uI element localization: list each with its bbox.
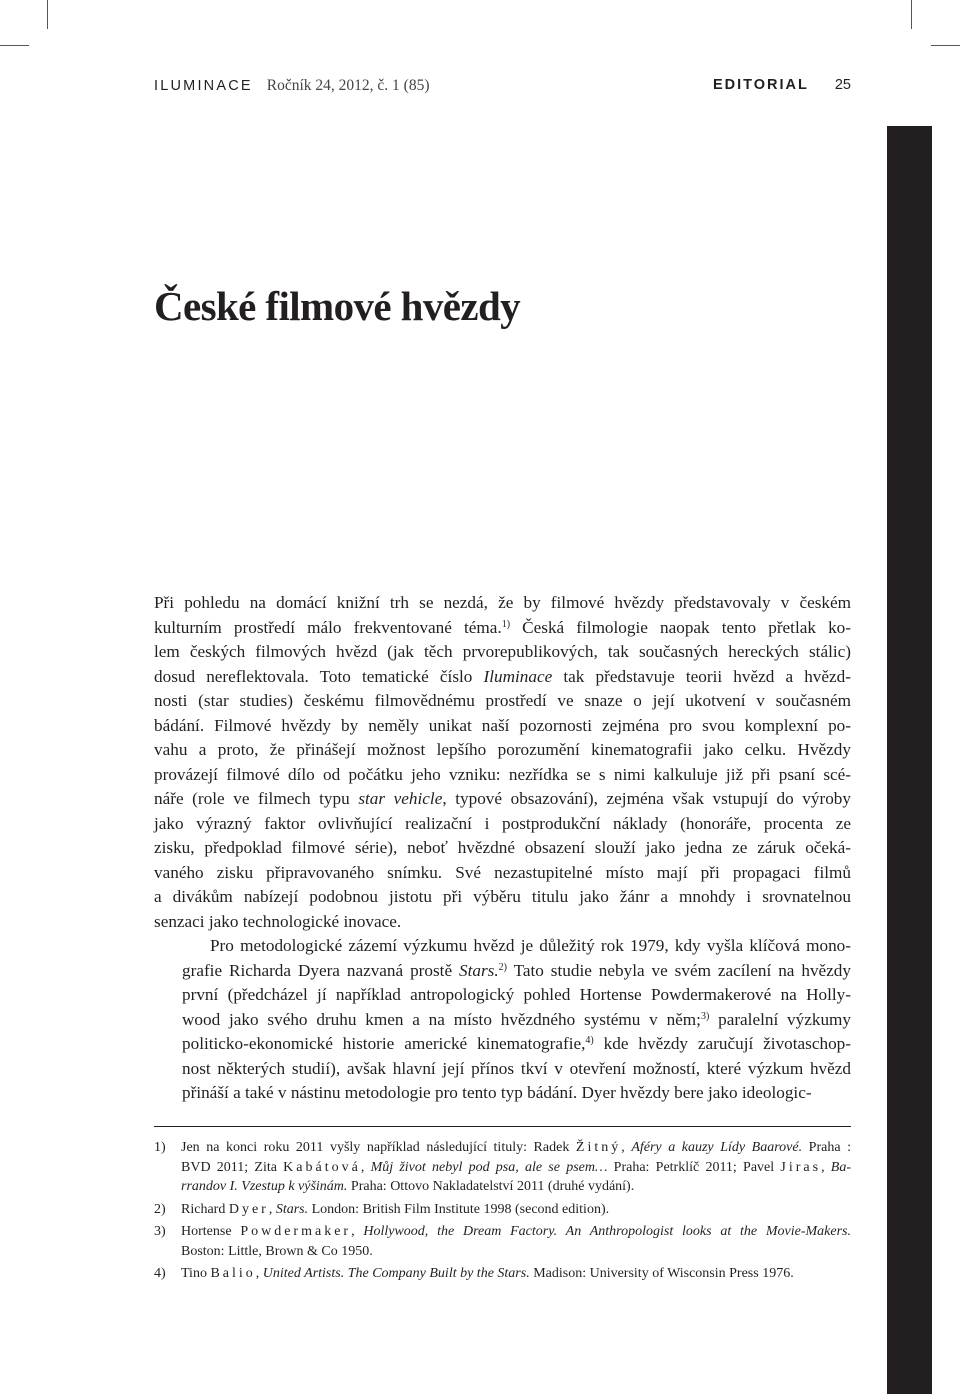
text-run: wood jako svého druhu kmen a na místo hvězdného systému v něm; bbox=[182, 1009, 701, 1029]
footnote-ref: 3) bbox=[700, 1010, 710, 1022]
footnote-ref: 2) bbox=[498, 961, 507, 973]
text-line bbox=[154, 763, 851, 788]
author-surname: Balio bbox=[210, 1266, 256, 1281]
text-run: Hortense bbox=[181, 1224, 241, 1239]
text-run: Česká filmologie naopak tento přetlak ko- bbox=[510, 617, 851, 637]
footnote-number: 1) bbox=[154, 1140, 166, 1155]
text-run: vaného zisku připravovaného snímku. Své nezastupitelné místo mají při propagaci filmů bbox=[154, 862, 851, 882]
text-run: první (předcházel jí například antropologický pohled Hortense Powdermakerové na Holly- bbox=[182, 985, 851, 1004]
text-line bbox=[154, 885, 851, 910]
text-run: bádání. Filmové hvězdy by neměly unikat naší pozornosti zejména pro svou komplexní po- bbox=[154, 715, 851, 735]
italic-text: United Artists. The Company Built by the Stars. bbox=[262, 1266, 530, 1281]
italic-text: Hollywood, the Dream Factory. An Anthropologist looks at the Movie-Makers. bbox=[363, 1224, 851, 1239]
text-run: vahu a proto, že přinášejí možnost lepšího porozumění kinematografii jako celku. Hvězdy bbox=[154, 740, 851, 759]
footnote bbox=[154, 1264, 851, 1284]
text-run: dosud nereflektovala. Toto tematické číslo bbox=[154, 666, 484, 686]
italic-text: Stars. bbox=[459, 960, 499, 980]
footnote-line bbox=[181, 1222, 851, 1242]
article-body bbox=[154, 591, 851, 1106]
text-run: náře (role ve filmech typu bbox=[154, 789, 359, 808]
paragraph bbox=[154, 934, 851, 1106]
footnote-line bbox=[181, 1242, 851, 1262]
text-run: přináší a také v nástinu metodologie pro tento typ bádání. Dyer hvězdy bere jako ideologic- bbox=[182, 1083, 812, 1102]
text-run: Praha : bbox=[802, 1140, 851, 1155]
author-surname: Powdermaker bbox=[240, 1224, 352, 1239]
text-line bbox=[154, 959, 851, 984]
text-run: Tino bbox=[181, 1266, 211, 1281]
thumb-index-tab bbox=[887, 126, 932, 1394]
text-run: Boston: Little, Brown & Co 1950. bbox=[181, 1243, 373, 1259]
text-line bbox=[154, 591, 851, 616]
footnote bbox=[154, 1200, 851, 1220]
text-line bbox=[154, 1032, 851, 1057]
text-run: , bbox=[821, 1159, 831, 1175]
text-run: , bbox=[255, 1266, 263, 1281]
footnote-number: 2) bbox=[154, 1201, 166, 1217]
text-line bbox=[154, 1008, 851, 1033]
footnote-number: 3) bbox=[154, 1224, 166, 1239]
header-left bbox=[154, 77, 430, 95]
text-line bbox=[154, 1081, 851, 1106]
footnote bbox=[154, 1222, 851, 1261]
text-run: kde hvězdy zaručují životaschop- bbox=[593, 1034, 851, 1053]
text-run: Pro metodologické zázemí výzkumu hvězd je důležitý rok 1979, kdy vyšla klíčová mono- bbox=[210, 936, 851, 955]
text-line bbox=[154, 689, 851, 714]
text-run: grafie Richarda Dyera nazvaná prostě bbox=[182, 960, 459, 980]
italic-text: Iluminace bbox=[483, 666, 553, 686]
volume-info: Ročník 24, 2012, č. 1 (85) bbox=[266, 77, 430, 94]
text-run: lem českých filmových hvězd (jak těch prvorepublikových, tak současných hereckých stálic) bbox=[154, 642, 851, 661]
text-run: nost některých studií), avšak hlavní její přínos tkví v otevření možností, které výzkum hvězd bbox=[182, 1058, 851, 1078]
text-run: , bbox=[268, 1201, 276, 1217]
italic-text: Aféry a kauzy Lídy Baarové. bbox=[631, 1140, 803, 1155]
text-line bbox=[154, 812, 851, 837]
text-run: , typové obsazování), zejména však vstupují do výroby bbox=[442, 789, 851, 808]
text-line bbox=[154, 640, 851, 665]
text-run: jako výrazný faktor ovlivňující realizační i postprodukční náklady (honoráře, procenta ze bbox=[154, 813, 851, 833]
author-surname: Jiras bbox=[780, 1159, 822, 1175]
article-title: České filmové hvězdy bbox=[154, 283, 521, 329]
text-run: kulturním prostředí málo frekventované téma. bbox=[154, 617, 502, 637]
footnote-ref: 1) bbox=[501, 618, 511, 630]
footnote bbox=[154, 1138, 851, 1197]
text-run: nosti (star studies) českému filmovědnému prostředí ve snaze o její ukotvení v současném bbox=[154, 691, 851, 710]
text-run: Jen na konci roku 2011 vyšly například následující tituly: Radek bbox=[181, 1140, 576, 1155]
author-surname: Kabátová bbox=[283, 1159, 361, 1175]
page-number: 25 bbox=[834, 77, 851, 93]
crop-mark-top-left bbox=[47, 0, 48, 29]
text-run: Madison: University of Wisconsin Press 1976. bbox=[529, 1266, 794, 1281]
text-line bbox=[154, 787, 851, 812]
page-header bbox=[154, 77, 851, 97]
italic-text: Ba- bbox=[830, 1159, 852, 1175]
text-run: senzaci jako technologické inovace. bbox=[154, 911, 402, 931]
text-run: politicko-ekonomické historie americké kinematografie, bbox=[182, 1034, 586, 1053]
text-run: Richard bbox=[181, 1201, 229, 1217]
footnotes bbox=[154, 1138, 851, 1287]
text-run: tak představuje teorii hvězd a hvězd- bbox=[552, 666, 851, 686]
text-run: Při pohledu na domácí knižní trh se nezdá, že by filmové hvězdy představovaly v českém bbox=[154, 593, 851, 612]
text-line bbox=[154, 934, 851, 959]
italic-text: Stars. bbox=[275, 1201, 309, 1217]
text-line bbox=[154, 616, 851, 641]
text-run: , bbox=[360, 1159, 371, 1175]
text-line bbox=[154, 714, 851, 739]
footnote-ref: 4) bbox=[585, 1035, 594, 1046]
text-run: zisku, předpoklad filmové série), neboť hvězdné obsazení slouží jako jedna ze záruk očeká- bbox=[154, 838, 851, 857]
text-line bbox=[154, 861, 851, 886]
text-run: Tato studie nebyla ve svém zacílení na hvězdy bbox=[506, 960, 851, 980]
text-line bbox=[154, 665, 851, 690]
footnote-divider bbox=[154, 1126, 851, 1127]
text-line bbox=[154, 910, 851, 935]
footnote-number: 4) bbox=[154, 1266, 166, 1281]
crop-mark-top-right-h bbox=[931, 45, 960, 46]
text-line bbox=[154, 738, 851, 763]
text-run: a divákům nabízejí podobnou jistotu při výběru titulu jako žánr a mnohdy i srovnatelnou bbox=[154, 887, 851, 906]
footnote-line bbox=[181, 1264, 851, 1284]
text-run: BVD 2011; Zita bbox=[181, 1159, 284, 1175]
footnote-line bbox=[181, 1200, 851, 1220]
footnote-line bbox=[181, 1177, 851, 1197]
header-right bbox=[713, 77, 851, 94]
text-run: , bbox=[351, 1224, 364, 1239]
text-run: paralelní výzkumy bbox=[709, 1009, 852, 1029]
paragraph bbox=[154, 591, 851, 934]
author-surname: Žitný bbox=[575, 1140, 622, 1155]
author-surname: Dyer bbox=[228, 1201, 269, 1217]
footnote-line bbox=[181, 1158, 851, 1178]
text-run: provázejí filmové dílo od počátku jeho vzniku: nezřídka se s nimi kalkuluje již při psaní scé- bbox=[154, 764, 851, 784]
footnote-line bbox=[181, 1138, 851, 1158]
text-run: Praha: Ottovo Nakladatelství 2011 (druhé vydání). bbox=[347, 1179, 635, 1194]
crop-mark-top-left-h bbox=[0, 45, 29, 46]
italic-text: star vehicle bbox=[358, 789, 443, 808]
text-run: London: British Film Institute 1998 (second edition). bbox=[308, 1201, 610, 1217]
journal-name: ILUMINACE bbox=[154, 78, 253, 94]
crop-mark-top-right bbox=[911, 0, 912, 29]
italic-text: rrandov I. Vzestup k výšinám. bbox=[181, 1179, 348, 1194]
text-line bbox=[154, 983, 851, 1008]
text-line bbox=[154, 836, 851, 861]
text-run: , bbox=[621, 1140, 632, 1155]
section-label: EDITORIAL bbox=[712, 77, 809, 93]
text-line bbox=[154, 1057, 851, 1082]
italic-text: Můj život nebyl pod psa, ale se psem… bbox=[370, 1159, 608, 1175]
text-run: Praha: Petrklíč 2011; Pavel bbox=[607, 1159, 781, 1175]
